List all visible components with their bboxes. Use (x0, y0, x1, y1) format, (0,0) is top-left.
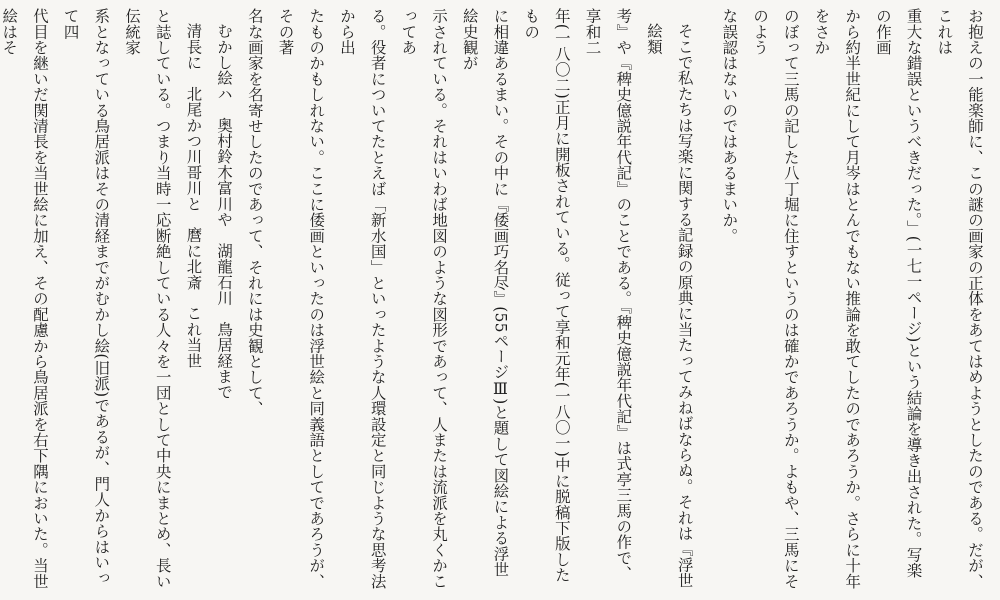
text-column: 示されている。それはいわば地図のような図形であって、人または流派を丸くかこってあ (399, 8, 449, 589)
text-column: そこで私たちは写楽に関する記録の原典に当たってみねばならぬ。それは『浮世絵類 (644, 23, 694, 589)
text-column: 清長に 北尾かつ川哥川と 麿に北斎 これ当世 (184, 23, 203, 369)
text-column: 名な画家を名寄せしたのであって、それには史観として、 (245, 8, 264, 417)
text-column: と誌している。つまり当時一応断絶している人々を一団として中央にまとめ、長い伝統家 (123, 8, 172, 589)
text-column: 系となっている鳥居派はその清経までがむかし絵(旧派)であるが、門人からはいって四 (61, 8, 111, 586)
text-column: な誤認はないのではあるまいか。 (720, 8, 739, 244)
text-column: る。役者についてたとえば「新水国」といったような人環設定と同じような思考法から出 (337, 8, 387, 589)
text-column: 重大な錯誤というべきだった。」(一七一ページ)という結論を導き出された。写楽の作画 (873, 8, 923, 579)
text-column: 年(一八〇二)正月に開板されている。従って享和元年(一八〇一)中に脱稿下版したもの (522, 8, 571, 583)
text-column: に相違あるまい。その中に『倭画巧名尽』(55ページⅢ)と題して図絵による浮世絵史観が (460, 8, 510, 578)
text-column: から約半世紀にして月岑はとんでもない推論を敢てしたのであろうか。さらに十年をさか (812, 8, 862, 589)
text-column: お抱えの一能楽師に、この謎の画家の正体をあてはめようとしたのである。だが、これは (935, 8, 984, 589)
text-column: たものかもしれない。ここに倭画といったのは浮世絵と同義語としてであろうが、その著 (276, 8, 326, 589)
vertical-text-body (0, 8, 990, 592)
text-column: 考』や『稗史億説年代記』のことである。『稗史億説年代記』は式亭三馬の作で、享和二 (583, 8, 633, 582)
text-column: 代目を継いだ関清長を当世絵に加え、その配慮から鳥居派を右下隅においた。当世絵はそ (0, 8, 49, 589)
text-column: のぼって三馬の記した八丁堀に住すというのは確かであろうか。よもや、三馬にそのよう (751, 8, 800, 589)
text-column: むかし絵ハ 奥村鈴木富川や 湖龍石川 鳥居経まで (215, 23, 234, 401)
